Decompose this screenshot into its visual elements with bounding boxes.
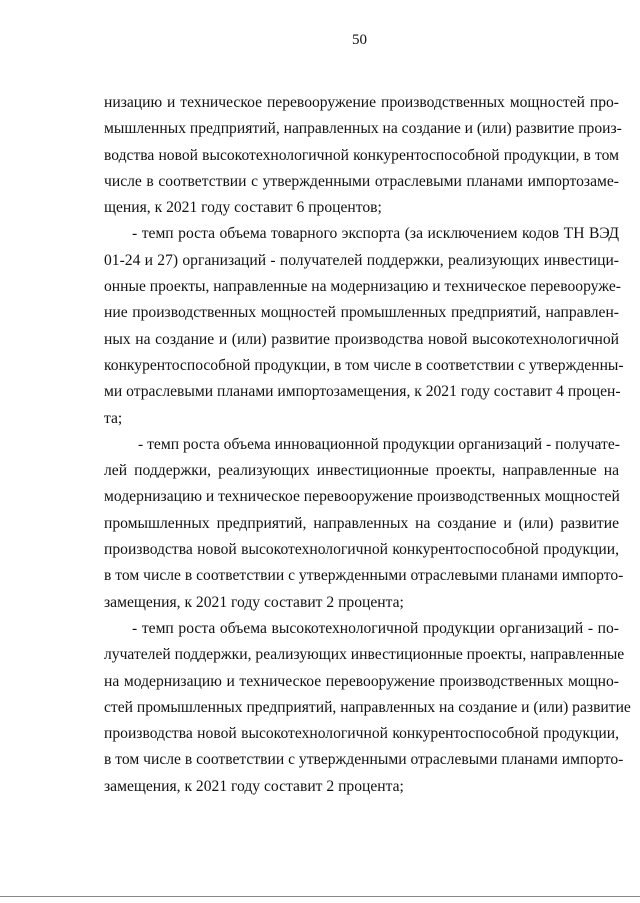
text-line: производства новой высокотехнологичной конкурентоспособной продукции,	[104, 725, 619, 743]
text-line: модернизацию и техническое перевооружение производственных мощностей	[104, 488, 620, 506]
text-line: лучателей поддержки, реализующих инвестиционные проекты, направленные	[104, 646, 625, 664]
text-line: водства новой высокотехнологичной конкурентоспособной продукции, в том	[104, 146, 619, 164]
paragraph-4	[104, 616, 631, 800]
text-line: замещения, к 2021 году составит 2 процента;	[104, 593, 404, 611]
paragraph-1	[104, 90, 622, 221]
text-line: - темп роста объема товарного экспорта (за исключением кодов ТН ВЭД	[132, 225, 619, 243]
paragraph-2	[104, 221, 624, 431]
bottom-edge-divider	[0, 896, 640, 897]
text-line: в том числе в соответствии с утвержденными отраслевыми планами импорто-	[104, 567, 624, 585]
text-line: ных на создание и (или) развитие производства новой высокотехнологичной	[104, 330, 619, 348]
text-line: производства новой высокотехнологичной конкурентоспособной продукции,	[104, 541, 619, 559]
text-line: лей поддержки, реализующих инвестиционные проекты, направленные на	[104, 462, 619, 480]
paragraph-3	[104, 432, 624, 616]
text-line: конкурентоспособной продукции, в том числе в соответствии с утвержденны-	[104, 356, 624, 374]
text-line: промышленных предприятий, направленных на создание и (или) развитие	[104, 514, 619, 532]
text-line: низацию и техническое перевооружение производственных мощностей про-	[104, 94, 619, 111]
text-line: мышленных предприятий, направленных на создание и (или) развитие произ-	[104, 120, 622, 138]
text-line: замещения, к 2021 году составит 2 процента;	[104, 777, 404, 795]
text-line: 01-24 и 27) организаций - получателей поддержки, реализующих инвестици-	[104, 251, 619, 269]
text-line: стей промышленных предприятий, направленных на создание и (или) развитие	[104, 698, 631, 716]
text-line: числе в соответствии с утвержденными отраслевыми планами импортозаме-	[104, 172, 619, 190]
text-line: та;	[104, 409, 123, 427]
text-line: в том числе в соответствии с утвержденными отраслевыми планами импорто-	[104, 751, 624, 769]
text-line: ми отраслевыми планами импортозамещения, к 2021 году составит 4 процен-	[104, 383, 621, 401]
text-line: онные проекты, направленные на модернизацию и техническое перевооруже-	[104, 278, 621, 296]
text-line: щения, к 2021 году составит 6 процентов;	[104, 199, 382, 217]
text-line: - темп роста объема высокотехнологичной продукции организаций - по-	[132, 619, 619, 637]
text-line: - темп роста объема инновационной продукции организаций - получате-	[138, 435, 620, 453]
page-number: 50	[352, 32, 367, 48]
document-body	[104, 90, 631, 800]
text-line: на модернизацию и техническое перевооружение производственных мощно-	[104, 672, 619, 690]
text-line: ние производственных мощностей промышленных предприятий, направлен-	[104, 304, 619, 322]
